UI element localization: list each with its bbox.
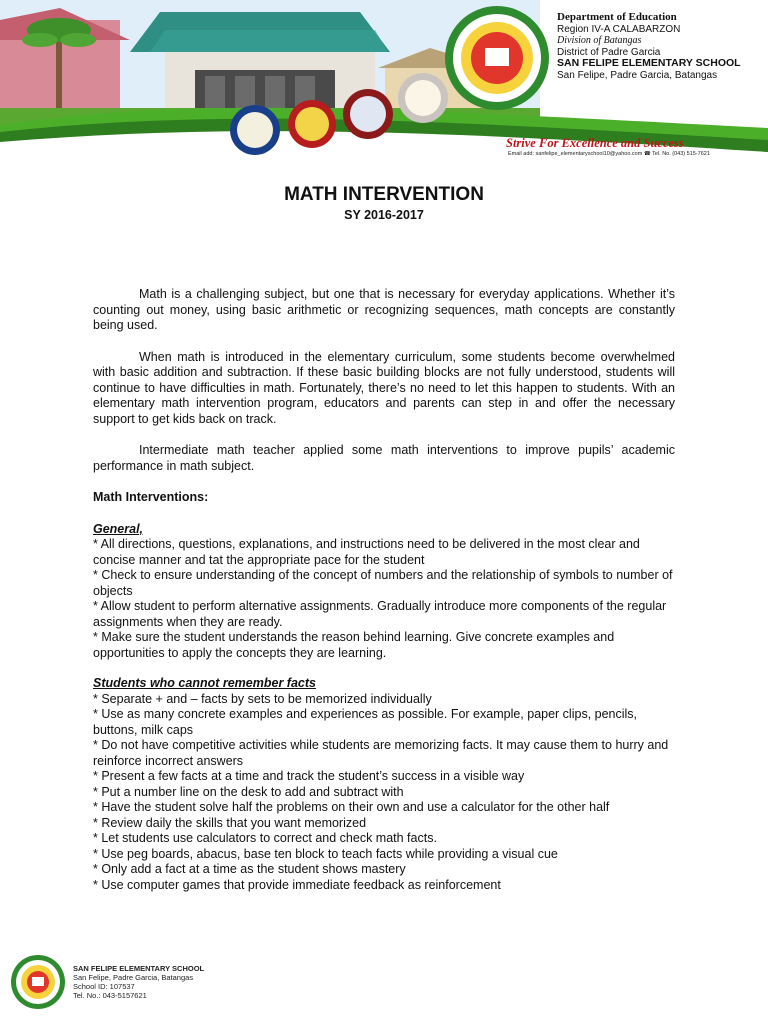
general-heading: General, [93,521,144,536]
list-item: * Allow student to perform alternative assignments. Gradually introduce more components of the regular assignments when they are ready. [93,599,667,629]
curriculum-paragraph: When math is introduced in the elementary curriculum, some students become overwhelmed with basic addition and subtraction. If these basic building blocks are not fully understood, students will continue to have difficulties in math. Fortunately, there’s no need to let this happen to students. With an elementary math intervention program, educators and parents can step in and offer the necessary support to get kids back on track. [93,349,675,426]
list-item: * Use as many concrete examples and experiences as possible. For example, paper clips, pencils, buttons, milk caps [93,707,638,737]
list-item: * Have the student solve half the problems on their own and use a calculator for the other half [93,800,610,814]
footer-info [73,964,204,1000]
document-body [93,287,675,908]
footer-address: San Felipe, Padre Garcia, Batangas [73,973,194,982]
footer-tel: Tel. No.: 043-5157621 [73,991,147,1000]
list-item: * Review daily the skills that you want memorized [93,815,367,830]
list-item: * Separate + and – facts by sets to be memorized individually [93,691,432,706]
school-motto: Strive For Excellence and Success [506,136,684,150]
list-item: * Check to ensure understanding of the concept of numbers and the relationship of symbols to number of objects [93,568,673,598]
contact-line: Email add: sanfelipe_elementaryschool10@yahoo.com ☎ Tel. No. (043) 515-7621 [508,151,710,157]
school-year: SY 2016-2017 [344,208,424,222]
list-item: * Put a number line on the desk to add and subtract with [93,784,404,799]
list-item: * Let students use calculators to correct and check math facts. [93,831,437,845]
list-item: * Present a few facts at a time and track the student’s success in a visible way [93,769,525,783]
list-item: * Only add a fact at a time as the student shows mastery [93,862,406,876]
list-item: * Use computer games that provide immediate feedback as reinforcement [93,877,501,892]
intro-paragraph: Math is a challenging subject, but one that is necessary for everyday applications. Whether it’s counting out money, using basic arithmetic or recognizing sequences, math concepts are constantly being used. [93,287,675,332]
list-item: * Use peg boards, abacus, base ten block to teach facts while providing a visual cue [93,846,558,861]
school-address: San Felipe, Padre Garcia, Batangas [557,69,718,81]
facts-list [93,692,675,894]
document-title: MATH INTERVENTION [284,184,484,205]
header-banner [0,0,768,160]
list-item: * Make sure the student understands the reason behind learning. Give concrete examples and opportunities to apply the concepts they are learning. [93,630,615,660]
organization-block [557,12,765,81]
list-item: * All directions, questions, explanations, and instructions need to be delivered in the most clear and concise manner and tat the appropriate pace for the student [93,537,640,567]
division-name: Division of Batangas [557,35,642,46]
teacher-paragraph: Intermediate math teacher applied some math interventions to improve pupils’ academic performance in math subject. [93,443,675,473]
department-name: Department of Education [557,11,677,23]
interventions-heading: Math Interventions: [93,490,209,504]
general-list [93,537,675,661]
footer [8,954,308,1010]
district-name: District of Padre Garcia [557,46,661,58]
footer-school-name: SAN FELIPE ELEMENTARY SCHOOL [73,964,205,973]
school-seal-icon [8,954,68,1010]
school-name: SAN FELIPE ELEMENTARY SCHOOL [557,57,741,69]
facts-heading: Students who cannot remember facts [93,676,316,690]
list-item: * Do not have competitive activities while students are memorizing facts. It may cause them to hurry and reinforce incorrect answers [93,738,669,768]
region-name: Region IV-A CALABARZON [557,23,681,35]
footer-school-id: School ID: 107537 [73,982,135,991]
